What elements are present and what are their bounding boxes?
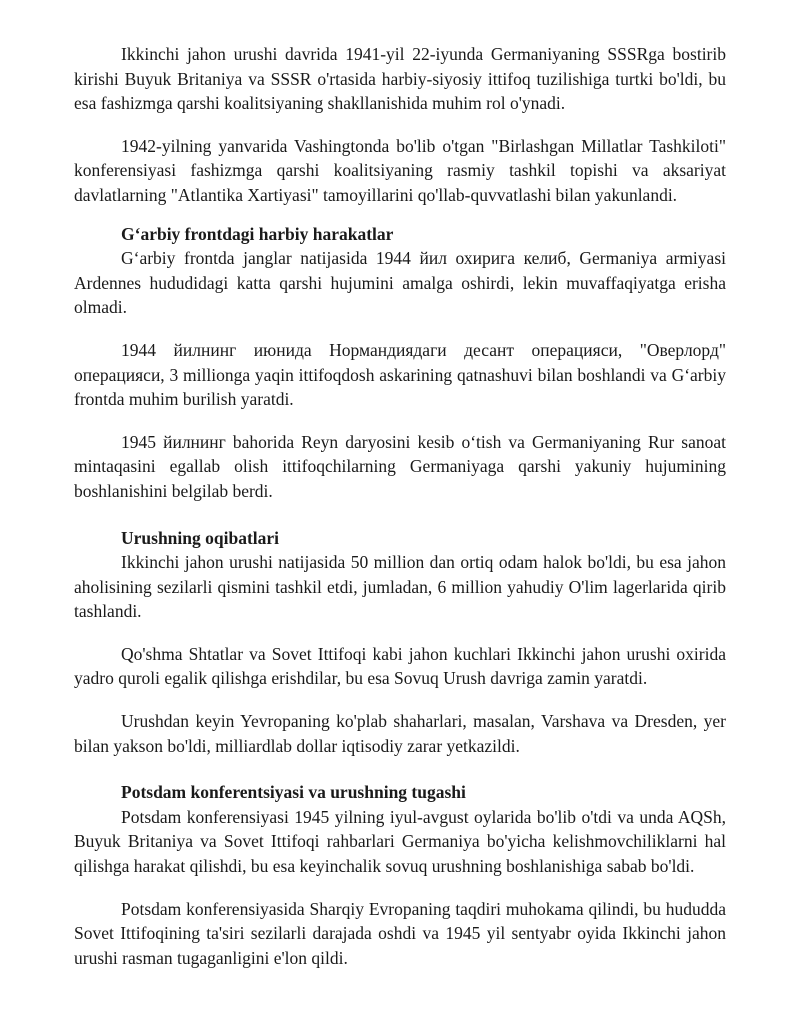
paragraph-eastern-europe: Potsdam konferensiyasida Sharqiy Evropaning taqdiri muhokama qilindi, bu hududda Sovet Ittifoqining ta'siri sezilarli darajada oshdi va 1945 yil sentyabr oyida Ikkinchi jahon urushi rasman tugaganligini e'lon qildi.: [74, 898, 726, 968]
document-page: [74, 42, 726, 988]
heading-potsdam: Potsdam konferentsiyasi va urushning tugashi: [121, 782, 466, 803]
paragraph-potsdam-conference: Potsdam konferensiyasi 1945 yilning iyul-avgust oylarida bo'lib o'tdi va unda AQSh, Buyuk Britaniya va Sovet Ittifoqi rahbarlari Germaniya bo'yicha kelishmovchiliklarni hal qilishga harakat qilishdi, bu esa keyinchalik sovuq urushning boshlanishiga sabab bo'ldi.: [74, 806, 726, 877]
heading-western-front: G‘arbiy frontdagi harbiy harakatlar: [121, 223, 394, 244]
paragraph-rhine-crossing: 1945 йилнинг bahorida Reyn daryosini kesib o‘tish va Germaniyaning Rur sanoat mintaqasini egallab olish ittifoqchilarning Germaniyaga qarshi yakuniy hujumining boshlanishini belgilab berdi.: [74, 431, 726, 501]
paragraph-soviet-invasion: Ikkinchi jahon urushi davrida 1941-yil 22-iyunda Germaniyaning SSSRga bostirib kirishi Buyuk Britaniya va SSSR o'rtasida harbiy-siyosiy ittifoq tuzilishiga turtki bo'ldi, bu esa fashizmga qarshi koalitsiyaning shakllanishida muhim rol o'ynadi.: [74, 44, 726, 114]
paragraph-casualties: Ikkinchi jahon urushi natijasida 50 million dan ortiq odam halok bo'ldi, bu esa jahon aholisining sezilarli qismini tashkil etdi, jumladan, 6 million yahudiy O'lim lagerlarida qirib tashlandi.: [74, 552, 726, 622]
paragraph-washington-conference: 1942-yilning yanvarida Vashingtonda bo'lib o'tgan "Birlashgan Millatlar Tashkiloti" konferensiyasi fashizmga qarshi koalitsiyaning rasmiy tashkil topishi va aksariyat davlatlarning "Atlantika Xartiyasi" tamoyillarini qo'llab-quvvatlashi bilan yakunlandi.: [74, 135, 726, 205]
paragraph-nuclear-weapons: Qo'shma Shtatlar va Sovet Ittifoqi kabi jahon kuchlari Ikkinchi jahon urushi oxirida yadro quroli egalik qilishga erishdilar, bu esa Sovuq Urush davriga zamin yaratdi.: [74, 643, 726, 689]
heading-consequences: Urushning oqibatlari: [121, 527, 280, 548]
paragraph-destroyed-cities: Urushdan keyin Yevropaning ko'plab shaharlari, masalan, Varshava va Dresden, yer bilan yakson bo'ldi, milliardlab dollar iqtisodiy zarar yetkazildi.: [74, 711, 726, 756]
paragraph-ardennes: G‘arbiy frontda janglar natijasida 1944 йил охирига келиб, Germaniya armiyasi Ardennes hududidagi katta qarshi hujumini amalga oshirdi, lekin muvaffaqiyatga erisha olmadi.: [74, 248, 726, 318]
paragraph-overlord: 1944 йилнинг июнида Нормандиядаги десант операцияси, "Оверлорд" операцияси, 3 millionga yaqin ittifoqdosh askarining qatnashuvi bilan boshlandi va G‘arbiy frontda muhim burilish yaratdi.: [74, 339, 726, 410]
